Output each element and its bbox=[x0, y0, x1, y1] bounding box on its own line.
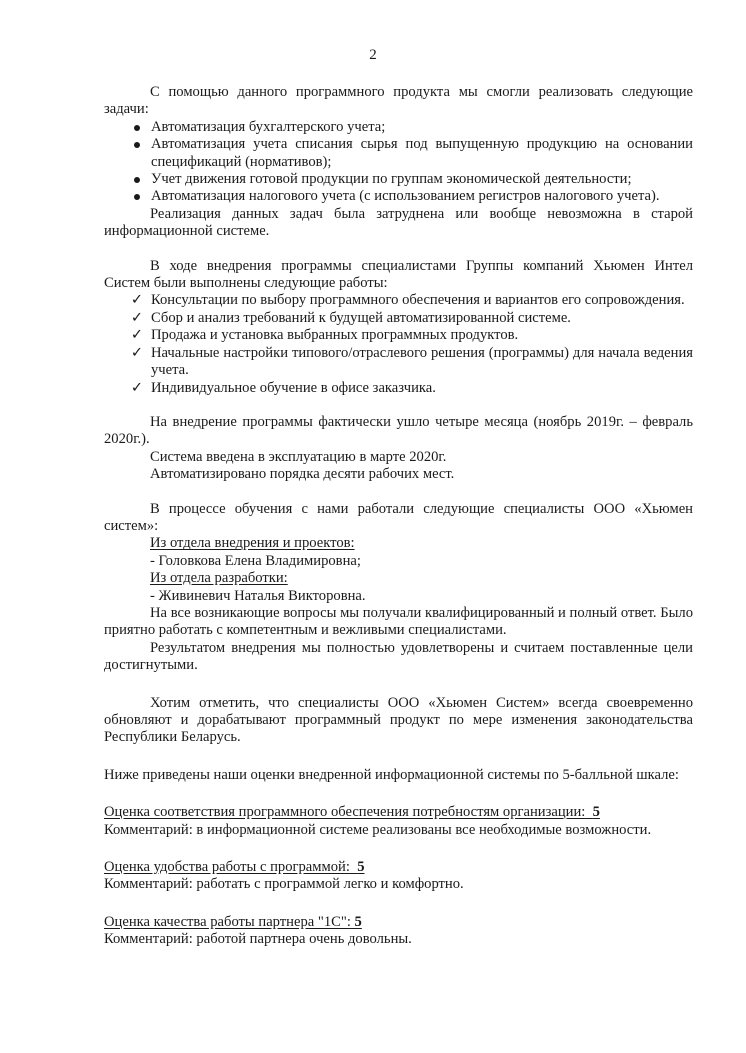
list-item: Автоматизация бухгалтерского учета; bbox=[104, 119, 693, 136]
bullet-icon bbox=[134, 125, 140, 131]
list-item: ✓ Продажа и установка выбранных программных продуктов. bbox=[130, 327, 519, 344]
intro-paragraph: С помощью данного программного продукта мы смогли реализовать следующие задачи: bbox=[104, 84, 693, 118]
list-item: Автоматизация налогового учета (с использованием регистров налогового учета). bbox=[104, 188, 693, 205]
checkmark-icon: ✓ bbox=[130, 344, 144, 361]
result-paragraph: Результатом внедрения мы полностью удовлетворены и считаем поставленные цели достигнутыми. bbox=[104, 639, 693, 674]
dept-development: Из отдела разработки: bbox=[150, 570, 288, 587]
checkmark-icon: ✓ bbox=[130, 379, 144, 396]
commissioning-line: Система введена в эксплуатацию в марте 2020г. bbox=[150, 448, 447, 465]
list-item: Автоматизация учета списания сырья под выпущенную продукцию на основании спецификаций (нормативов); bbox=[104, 136, 693, 171]
specialist-name: - Живиневич Наталья Викторовна. bbox=[150, 587, 366, 604]
list-item: ✓ Начальные настройки типового/отраслевого решения (программы) для начала ведения учета. bbox=[130, 344, 693, 379]
list-item: Учет движения готовой продукции по группам экономической деятельности; bbox=[104, 171, 693, 188]
updates-paragraph: Хотим отметить, что специалисты ООО «Хьюмен Систем» всегда своевременно обновляют и дорабатывают программный продукт по мере изменения законодательства Республики Беларусь. bbox=[104, 694, 693, 746]
specialists-intro: В процессе обучения с нами работали следующие специалисты ООО «Хьюмен систем»: bbox=[104, 500, 693, 534]
checkmark-icon: ✓ bbox=[130, 327, 144, 344]
bullet-icon bbox=[134, 142, 140, 148]
rating-score: 5 bbox=[357, 859, 365, 876]
works-intro: В ходе внедрения программы специалистами Группы компаний Хьюмен Интел Систем были выполнены следующие работы: bbox=[104, 257, 693, 292]
checkmark-icon: ✓ bbox=[130, 309, 144, 326]
bullet-icon bbox=[134, 194, 140, 200]
rating-score: 5 bbox=[592, 804, 600, 821]
workplaces-line: Автоматизировано порядка десяти рабочих мест. bbox=[150, 466, 455, 483]
rating-score: 5 bbox=[354, 913, 362, 930]
duration-paragraph: На внедрение программы фактически ушло четыре месяца (ноябрь 2019г. – февраль 2020г.). bbox=[104, 413, 693, 448]
answers-paragraph: На все возникающие вопросы мы получали квалифицированный и полный ответ. Было приятно работать с компетентным и вежливыми специалистами. bbox=[104, 604, 693, 639]
rating-title: Оценка качества работы партнера "1С": 5 bbox=[104, 913, 362, 930]
checkmark-icon: ✓ bbox=[130, 292, 144, 309]
list-item: ✓ Консультации по выбору программного обеспечения и вариантов его сопровождения. bbox=[130, 292, 685, 309]
list-item: ✓ Сбор и анализ требований к будущей автоматизированной системе. bbox=[130, 309, 571, 326]
tasks-note: Реализация данных задач была затруднена или вообще невозможна в старой информационной системе. bbox=[104, 205, 693, 240]
rating-title: Оценка соответствия программного обеспечения потребностям организации: 5 bbox=[104, 804, 600, 821]
tasks-list bbox=[104, 119, 693, 206]
rating-comment: Комментарий: в информационной системе реализованы все необходимые возможности. bbox=[104, 821, 652, 838]
rating-comment: Комментарий: работать с программой легко и комфортно. bbox=[104, 876, 464, 893]
specialist-name: - Головкова Елена Владимировна; bbox=[150, 552, 361, 569]
rating-comment: Комментарий: работой партнера очень довольны. bbox=[104, 931, 412, 948]
bullet-icon bbox=[134, 177, 140, 183]
works-list bbox=[104, 292, 693, 396]
dept-implementation: Из отдела внедрения и проектов: bbox=[150, 535, 355, 552]
page-number: 2 bbox=[369, 47, 377, 63]
letter-body bbox=[104, 84, 693, 949]
rating-title: Оценка удобства работы с программой: 5 bbox=[104, 859, 365, 876]
ratings-intro: Ниже приведены наши оценки внедренной информационной системы по 5-балльной шкале: bbox=[104, 766, 679, 783]
list-item: ✓ Индивидуальное обучение в офисе заказчика. bbox=[130, 379, 436, 396]
